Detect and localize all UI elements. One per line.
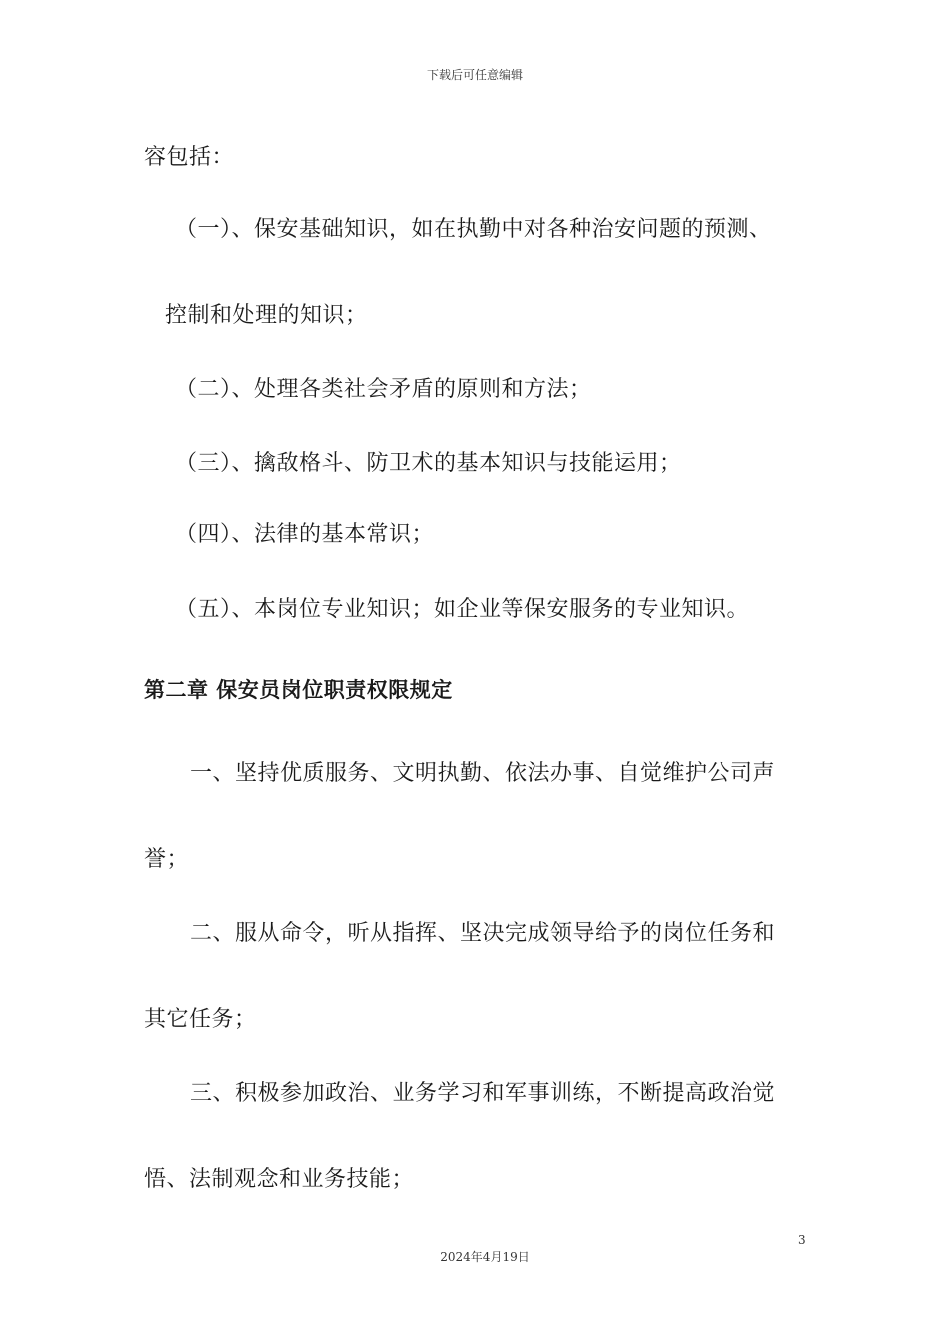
list-item: （四）、法律的基本常识； xyxy=(175,522,435,547)
list-item-continuation: 控制和处理的知识； xyxy=(165,303,368,328)
paragraph-continuation: 其它任务； xyxy=(144,1007,257,1032)
continuation-text: 容包括： xyxy=(144,145,235,170)
paragraph-continuation: 悟、法制观念和业务技能； xyxy=(144,1167,415,1192)
list-item: （二）、处理各类社会矛盾的原则和方法； xyxy=(175,377,592,402)
page-number: 3 xyxy=(798,1233,806,1247)
list-item: （五）、本岗位专业知识；如企业等保安服务的专业知识。 xyxy=(175,597,750,622)
paragraph: 一、坚持优质服务、文明执勤、依法办事、自觉维护公司声 xyxy=(190,761,776,786)
footer-date: 2024年4月19日 xyxy=(440,1250,530,1264)
page-header: 下载后可任意编辑 xyxy=(426,68,523,82)
chapter-title: 第二章 保安员岗位职责权限规定 xyxy=(144,678,453,702)
paragraph: 三、积极参加政治、业务学习和军事训练，不断提高政治觉 xyxy=(190,1081,776,1106)
list-item: （一）、保安基础知识，如在执勤中对各种治安问题的预测、 xyxy=(175,217,772,242)
list-item: （三）、擒敌格斗、防卫术的基本知识与技能运用； xyxy=(175,451,682,476)
paragraph: 二、服从命令，听从指挥、坚决完成领导给予的岗位任务和 xyxy=(190,921,776,946)
paragraph-continuation: 誉； xyxy=(144,847,190,872)
